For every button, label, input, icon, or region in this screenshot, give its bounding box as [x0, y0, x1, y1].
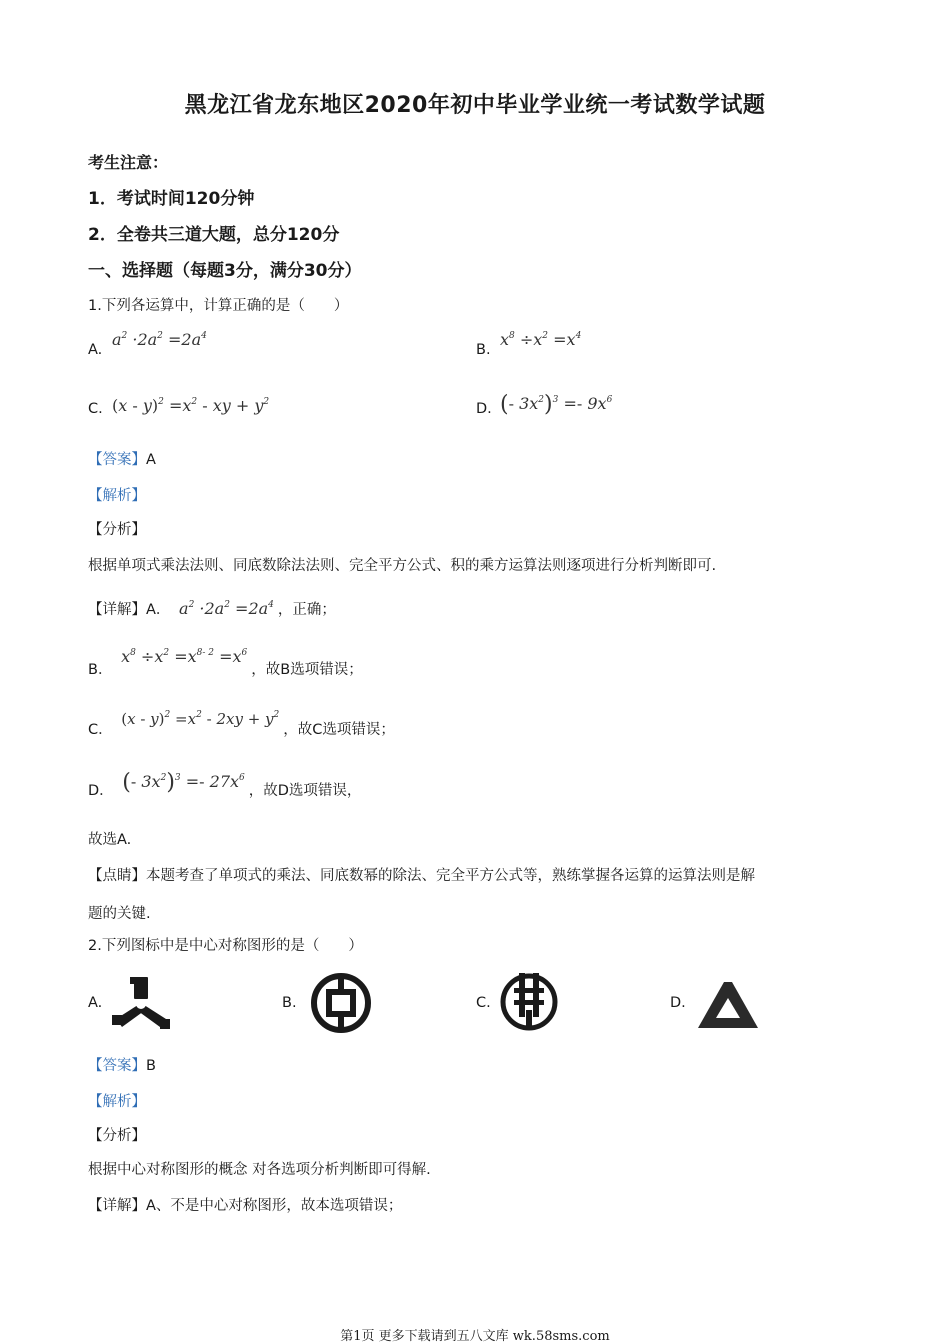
- option-d-label: D.: [476, 401, 492, 417]
- detail-a-tail: ，正确；: [277, 602, 336, 618]
- option-c-label: C.: [88, 401, 103, 417]
- detail-c-expression: $(x - y)^2 =x^2 - 2xy + y^2$: [121, 710, 280, 728]
- notice-item-2: 2．全卷共三道大题，总分120分: [88, 225, 340, 245]
- detail-a-expression: $a^2 \cdot 2a^2 =2a^4$: [179, 599, 274, 618]
- detail-tag: 【详解】: [88, 602, 146, 618]
- dianjing-text-1: 本题考查了单项式的乘法、同底数幂的除法、完全平方公式等，熟练掌握各运算的运算法则是解: [146, 868, 755, 884]
- answer-value: A: [146, 452, 156, 468]
- q2-detail-line-a: [88, 1194, 402, 1215]
- dianjing-tag: 【点睛】: [88, 868, 146, 884]
- answer-2: [88, 1054, 156, 1075]
- q2-answer-value: B: [146, 1058, 156, 1074]
- analysis-text: 根据单项式乘法法则、同底数除法法则、完全平方公式、积的乘方运算法则逐项进行分析判断即可.: [88, 558, 717, 574]
- answer-tag: 【答案】: [88, 452, 146, 468]
- page-footer: 第1页 更多下载请到五八文库 wk.58sms.com: [340, 1329, 610, 1344]
- q2-analysis-tag: 【解析】: [88, 1094, 146, 1110]
- detail-b-expression: $x^8 \div x^2 =x^{8- 2} =x^6$: [121, 647, 248, 666]
- detail-d-expression: (- $3x^2)^3 =- 27x^6$: [122, 770, 245, 795]
- q2-option-b-label: B.: [282, 995, 297, 1011]
- answer-1: [88, 448, 156, 469]
- section-heading: 一、选择题（每题3分，满分30分）: [88, 261, 362, 281]
- q2-option-c-label: C.: [476, 995, 491, 1011]
- question-2-stem: 2.下列图标中是中心对称图形的是（ ）: [88, 938, 363, 954]
- detail-a-label: A．: [146, 602, 171, 618]
- detail-line-c: [88, 710, 395, 739]
- triangle-logo-icon: [696, 978, 760, 1032]
- notice-heading: 考生注意：: [88, 153, 169, 172]
- conclusion: 故选A.: [88, 832, 132, 848]
- detail-c-tail: ，故C选项错误；: [283, 722, 395, 738]
- option-b-label: B.: [476, 342, 491, 358]
- bank-logo-icon: [498, 970, 560, 1032]
- option-d-expression: (- $3x^2)^3 =- 9x^6$: [500, 392, 613, 417]
- detail-line-b: [88, 647, 363, 679]
- coin-logo-icon: [310, 972, 372, 1034]
- detail-b-tail: ，故B选项错误；: [251, 662, 363, 678]
- q2-analysis-heading: 【分析】: [88, 1128, 146, 1144]
- q2-option-a-label: A.: [88, 995, 103, 1011]
- detail-c-label: C．: [88, 722, 113, 738]
- dianjing-line-1: [88, 864, 755, 885]
- dianjing-line-2: 题的关键.: [88, 906, 151, 922]
- q2-detail-tag: 【详解】: [88, 1198, 146, 1214]
- detail-line-d: [88, 770, 362, 803]
- detail-d-label: D．: [88, 783, 114, 799]
- analysis-tag: 【解析】: [88, 488, 146, 504]
- analysis-heading: 【分析】: [88, 522, 146, 538]
- tri-arm-logo-icon: [110, 975, 172, 1031]
- detail-d-tail: ，故D选项错误，: [248, 783, 362, 799]
- q2-analysis-text: 根据中心对称图形的概念 对各选项分析判断即可得解.: [88, 1162, 431, 1178]
- q2-option-d-label: D.: [670, 995, 686, 1011]
- option-a-label: A.: [88, 342, 103, 358]
- option-a-expression: $a^2 \cdot 2a^2 =2a^4$: [112, 330, 207, 349]
- q2-answer-tag: 【答案】: [88, 1058, 146, 1074]
- q2-detail-a: A、不是中心对称图形，故本选项错误；: [146, 1198, 403, 1214]
- question-1-stem: 1.下列各运算中，计算正确的是（ ）: [88, 298, 349, 314]
- option-b-expression: $x^8 \div x^2 =x^4$: [500, 330, 582, 349]
- notice-item-1: 1．考试时间120分钟: [88, 189, 255, 209]
- option-c-expression: $(x - y)^2 =x^2$ - xy + $y^2$: [112, 396, 270, 415]
- page-title: 黑龙江省龙东地区2020年初中毕业学业统一考试数学试题: [184, 93, 766, 118]
- detail-line-a: [88, 598, 336, 619]
- detail-b-label: B．: [88, 662, 113, 678]
